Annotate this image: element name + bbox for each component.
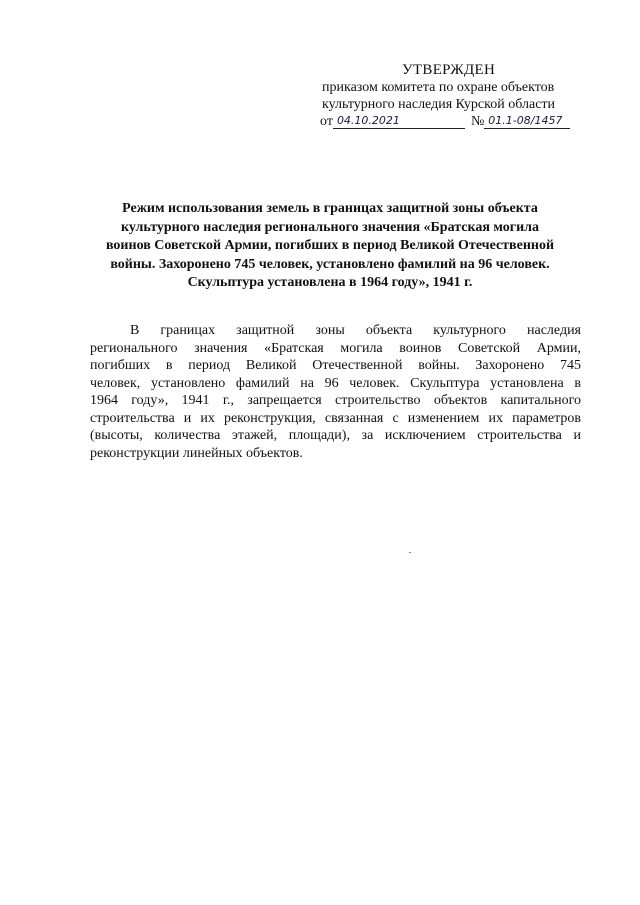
approval-committee-line: культурного наследия Курской области — [322, 97, 556, 112]
body-line: регионального значения «Братская могила воинов Советской Армии, — [90, 340, 581, 356]
title-line: культурного наследия регионального значения «Братская могила — [120, 219, 540, 235]
body-line: В границах защитной зоны объекта культурного наследия — [130, 323, 581, 338]
body-line: 1964 году», 1941 г., запрещается строительство объектов капитального — [90, 393, 581, 408]
body-line: строительства и их реконструкция, связанная с изменением их параметров — [90, 410, 581, 426]
approval-title: УТВЕРЖДЕН — [402, 62, 496, 78]
body-line: погибших в период Великой Отечественной войны. Захоронено 745 — [90, 358, 581, 373]
body-paragraph — [90, 322, 581, 462]
body-line: (высоты, количества этажей, площади), за исключением строительства и — [90, 428, 581, 443]
document-title — [80, 200, 580, 293]
handwritten-order-number: 01.1-08/1457 — [484, 114, 570, 129]
body-line: человек, установлено фамилий на 96 человек. Скульптура установлена в — [90, 375, 581, 391]
title-line: Скульптура установлена в 1964 году», 1941 г. — [187, 275, 473, 290]
handwritten-date: 04.10.2021 — [333, 114, 465, 129]
date-prefix: от — [320, 114, 333, 129]
title-line: войны. Захоронено 745 человек, установлено фамилий на 96 человек. — [110, 256, 550, 272]
approval-order-line: приказом комитета по охране объектов — [322, 80, 555, 95]
title-line: Режим использования земель в границах защитной зоны объекта — [122, 201, 538, 216]
body-line: реконструкции линейных объектов. — [90, 445, 303, 461]
approval-stamp — [310, 62, 610, 130]
title-line: воинов Советской Армии, погибших в период Великой Отечественной — [105, 238, 555, 253]
approval-date-number-line — [320, 113, 610, 130]
scan-speck — [409, 552, 411, 553]
number-prefix: № — [470, 114, 485, 129]
